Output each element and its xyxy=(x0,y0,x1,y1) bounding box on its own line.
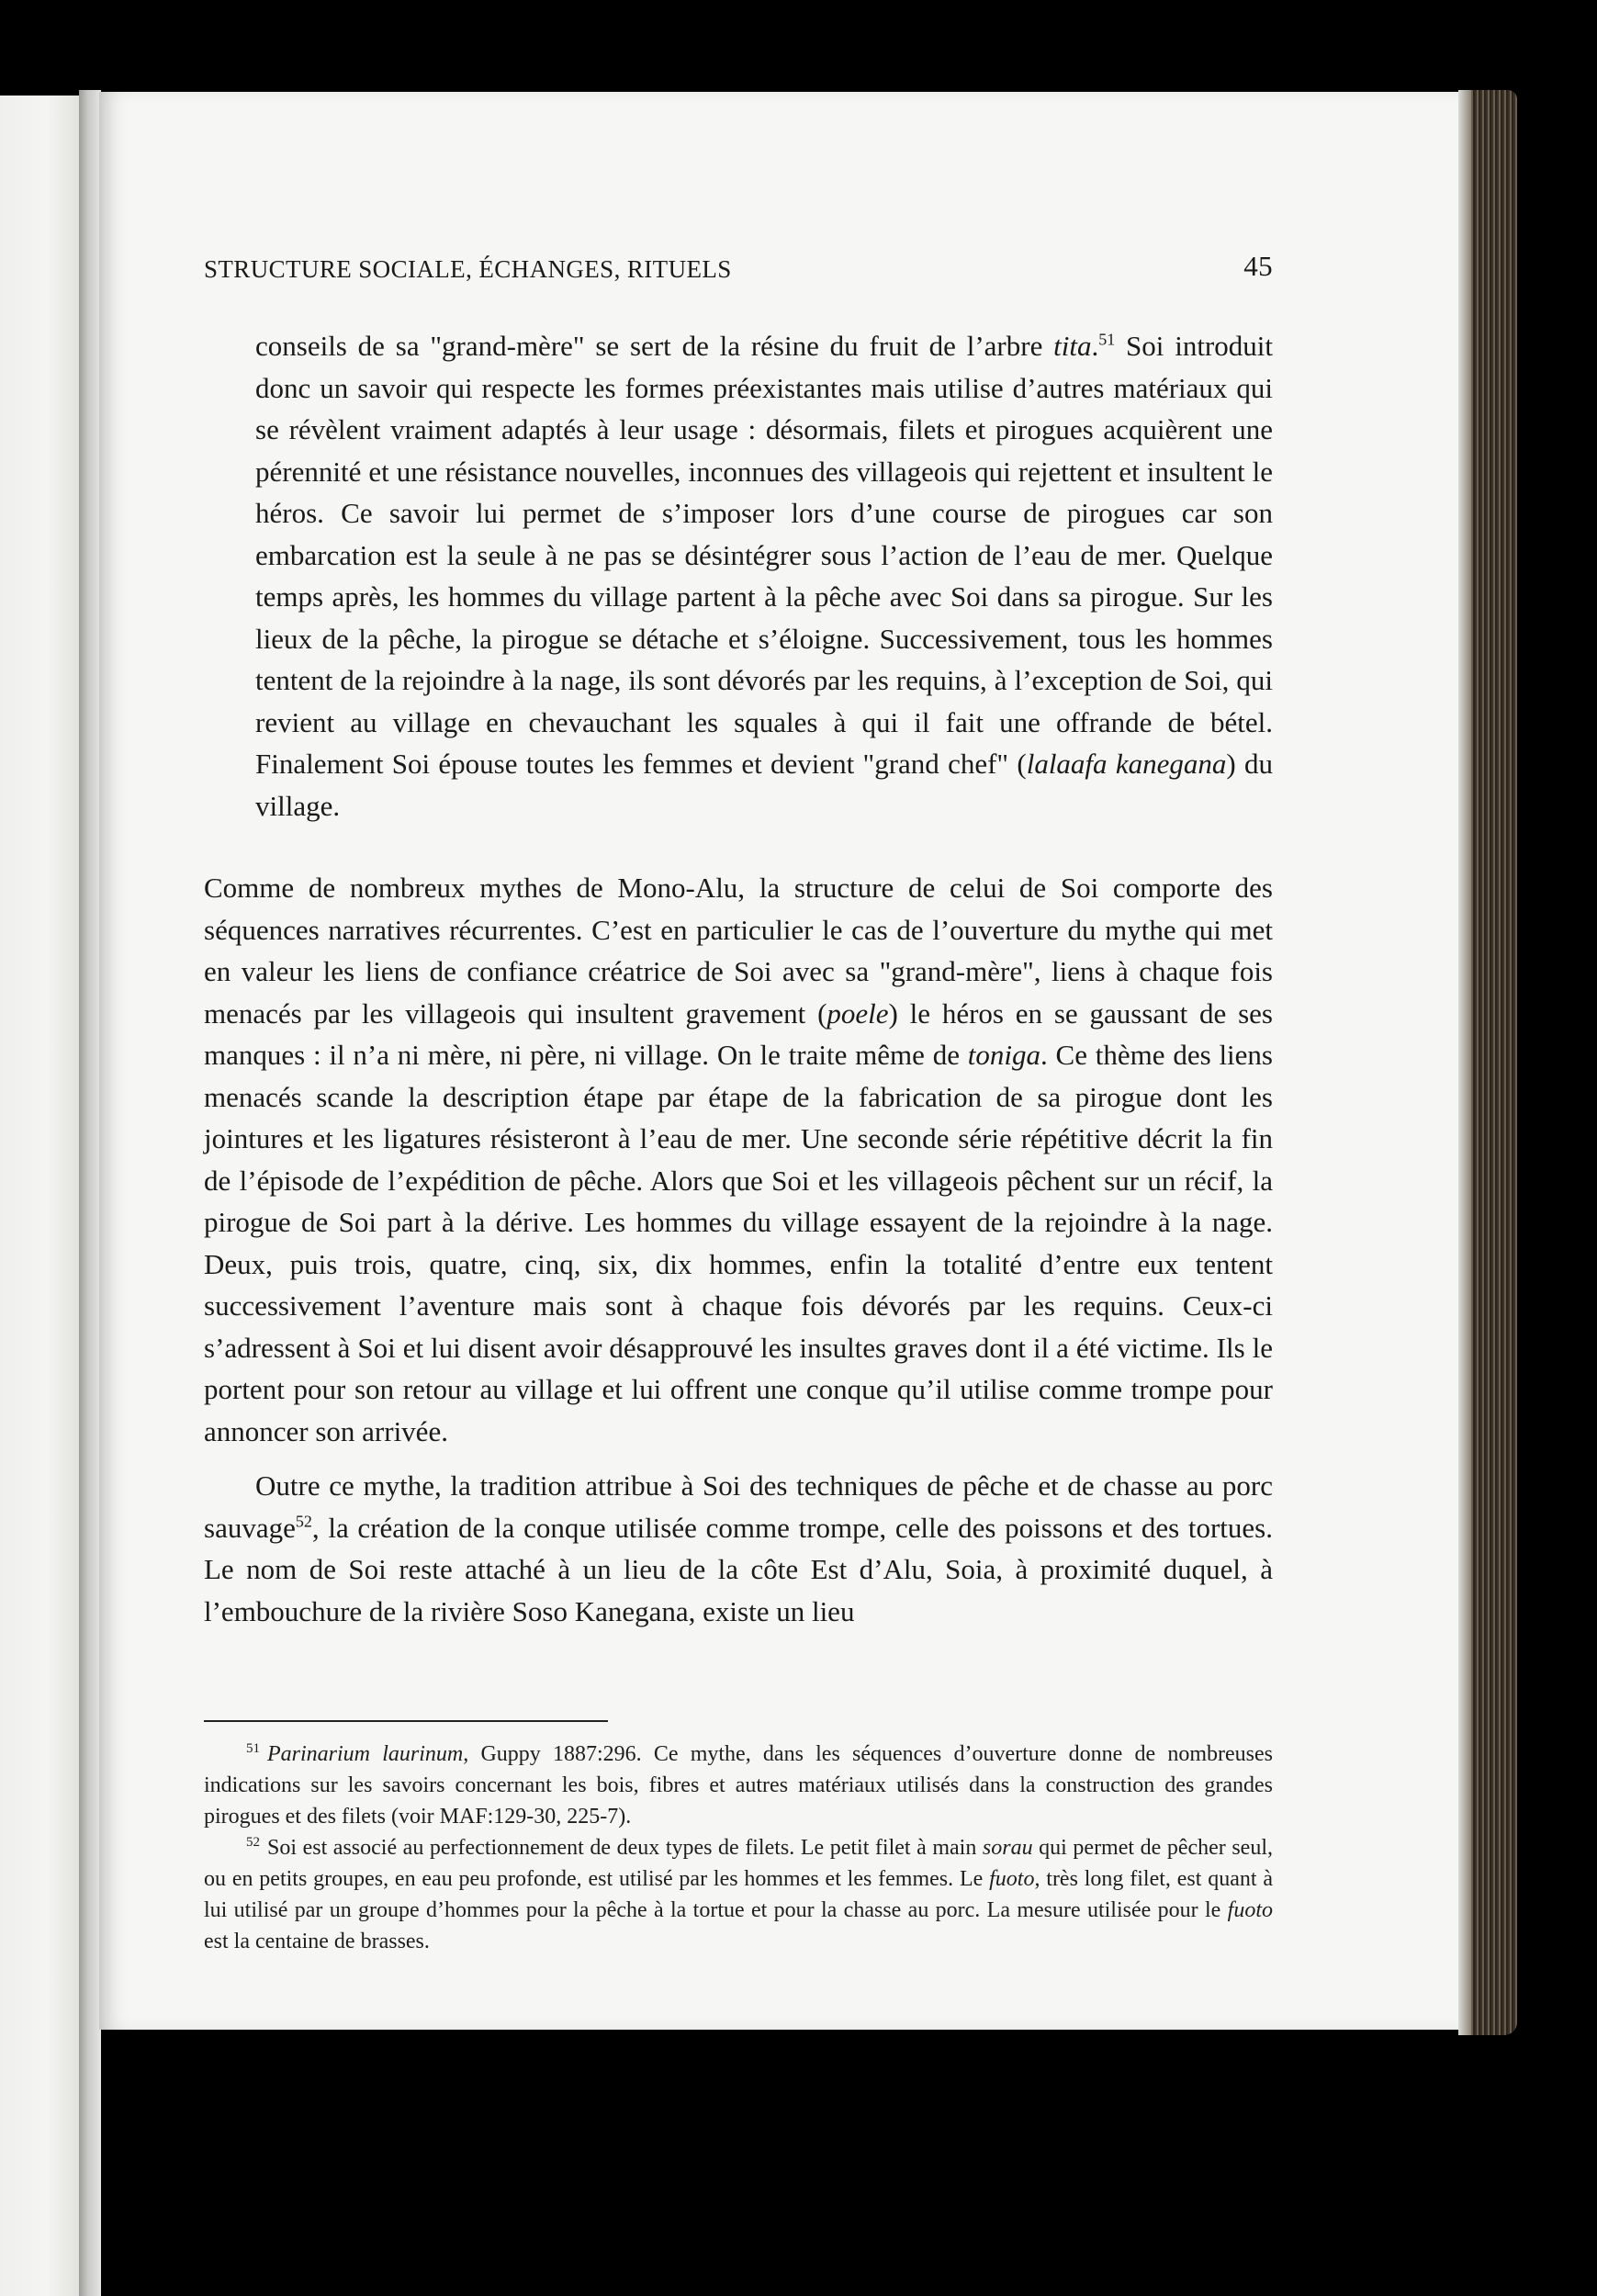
footnote-52-text-3: , très long filet, est quant à lui utilisé par un groupe d’hommes pour la pêche à la tortue et pour la chasse au porc. La mesure utilisée pour le xyxy=(204,1867,1273,1922)
footnote-52-text-2: qui permet de pêcher seul, ou en petits groupes, en eau peu profonde, est utilisé par les hommes et les femmes. Le xyxy=(204,1836,1274,1891)
body-paragraph-2 xyxy=(204,1465,1273,1632)
page-text xyxy=(204,250,1273,1957)
footnote-52-text-1: Soi est associé au perfectionnement de deux types de filets. Le petit filet à main xyxy=(267,1836,983,1860)
quote-term-tita: tita xyxy=(1053,330,1092,362)
body-paragraph-1 xyxy=(204,867,1273,1452)
footnote-52-term-sorau: sorau xyxy=(982,1836,1033,1860)
footnote-51 xyxy=(204,1739,1273,1832)
quote-term-lalaafa: lalaafa kanegana xyxy=(1026,748,1227,780)
indented-myth-summary: conseils de sa "grand-mère" se sert de la résine du fruit de l’arbre tita.$^{51}$ Soi introduit donc un savoir qui respecte les formes préexistantes mais utilise d’autres matériaux qui se révèlent vraiment adaptés à leur usage : désormais, filets et pirogues acquièrent une pérennité et une résistance nouvelles, inconnues des villageois qui rejettent et insultent le héros. Ce savoir lui permet de s’imposer lors d’une course de pirogues car son embarcation est la seule à ne pas se désintégrer sous l’action de l’eau de mer. Quelque temps après, les hommes du village partent à la pêche avec Soi dans sa pirogue. Sur les lieux de la pêche, la pirogue se détache et s’éloigne. Successivement, tous les hommes tentent de la rejoindre à la nage, ils sont dévorés par les requins, à l’exception de Soi, qui revient au village en chevauchant les squales à qui il fait une offrande de bétel. Finalement Soi épouse toutes les femmes et devient "grand chef" (lalaafa kanegana) du village. xyxy=(255,330,1273,822)
footnote-ref-51[interactable]: 51 xyxy=(1098,330,1116,349)
page-edge-highlight xyxy=(1458,90,1471,2035)
footnote-number: 52 xyxy=(246,1835,260,1850)
para2-text-1: Outre ce mythe, la tradition attribue à Soi des techniques de pêche et de chasse au porc sauvage xyxy=(204,1469,1273,1544)
footnote-51-text: , Guppy 1887:296. Ce mythe, dans les séquences d’ouverture donne de nombreuses indications sur les savoirs concernant les bois, fibres et autres matériaux utilisés dans la construction des grandes pirogues et des filets (voir MAF:129-30, 225-7). xyxy=(204,1742,1273,1829)
running-header xyxy=(204,250,1273,305)
para1-text-1: Comme de nombreux mythes de Mono-Alu, la structure de celui de Soi comporte des séquences narratives récurrentes. C’est en particulier le cas de l’ouverture du mythe qui met en valeur les liens de confiance créatrice de Soi avec sa "grand-mère", liens à chaque fois menacés par les villageois qui insultent gravement ( xyxy=(204,872,1273,1030)
book-gutter xyxy=(79,90,101,2296)
para1-text-2: ) le héros en se gaussant de ses manques : il n’a ni mère, ni père, ni village. On le traite même de xyxy=(204,996,1273,1071)
footnotes xyxy=(204,1739,1273,1957)
footnote-52-term-fuoto: fuoto xyxy=(989,1867,1035,1891)
footnote-ref-52[interactable]: 52 xyxy=(295,1512,312,1531)
footnote-separator xyxy=(204,1720,608,1722)
quote-text-1: conseils de sa "grand-mère" se sert de la résine du fruit de l’arbre xyxy=(255,330,1054,362)
para2-text-2: , la création de la conque utilisée comme trompe, celle des poissons et des tortues. Le nom de Soi reste attaché à un lieu de la côte Est d’Alu, Soia, à proximité duquel, à l’embouchure de la rivière Soso Kanegana, existe un lieu xyxy=(204,1511,1273,1627)
footnote-52-text-4: est la centaine de brasses. xyxy=(204,1930,430,1953)
left-page-edge xyxy=(0,96,79,2296)
para1-text-3: . Ce thème des liens menacés scande la description étape par étape de la fabrication de sa pirogue dont les jointures et les ligatures résisteront à l’eau de mer. Une seconde série répétitive décrit la fin de l’épisode de l’expédition de pêche. Alors que Soi et les villageois pêchent sur un récif, la pirogue de Soi part à la dérive. Les hommes du village essayent de la rejoindre à la nage. Deux, puis trois, quatre, cinq, six, dix hommes, enfin la totalité d’entre eux tentent successivement l’aventure mais sont à chaque fois dévorés par les requins. Ceux-ci s’adressent à Soi et lui disent avoir désapprouvé les insultes graves dont il a été victime. Ils le portent pour son retour au village et lui offrent une conque qu’il utilise comme trompe pour annoncer son arrivée. xyxy=(204,1039,1273,1447)
footnote-51-species: Parinarium laurinum xyxy=(267,1742,464,1766)
running-title: STRUCTURE SOCIALE, ÉCHANGES, RITUELS xyxy=(204,255,732,283)
quote-text-2: Soi introduit donc un savoir qui respecte les formes préexistantes mais utilise d’autres matériaux qui se révèlent vraiment adaptés à leur usage : désormais, filets et pirogues acquièrent une pérennité et une résistance nouvelles, inconnues des villageois qui rejettent et insultent le héros. Ce savoir lui permet de s’imposer lors d’une course de pirogues car son embarcation est la seule à ne pas se désintégrer sous l’action de l’eau de mer. Quelque temps après, les hommes du village partent à la pêche avec Soi dans sa pirogue. Sur les lieux de la pêche, la pirogue se détache et s’éloigne. Successivement, tous les hommes tentent de la rejoindre à la nage, ils sont dévorés par les requins, à l’exception de Soi, qui revient au village en chevauchant les squales à qui il fait une offrande de bétel. Finalement Soi épouse toutes les femmes et devient "grand chef" ( xyxy=(255,330,1273,780)
para1-term-poele: poele xyxy=(827,996,889,1030)
footnote-number: 51 xyxy=(246,1741,260,1756)
footnote-52-term-fuoto-2: fuoto xyxy=(1227,1898,1273,1922)
page-number: 45 xyxy=(1243,250,1273,282)
quote-text-3: ) du village. xyxy=(255,748,1273,822)
footnote-52 xyxy=(204,1832,1273,1957)
para1-term-toniga: toniga xyxy=(967,1039,1040,1071)
